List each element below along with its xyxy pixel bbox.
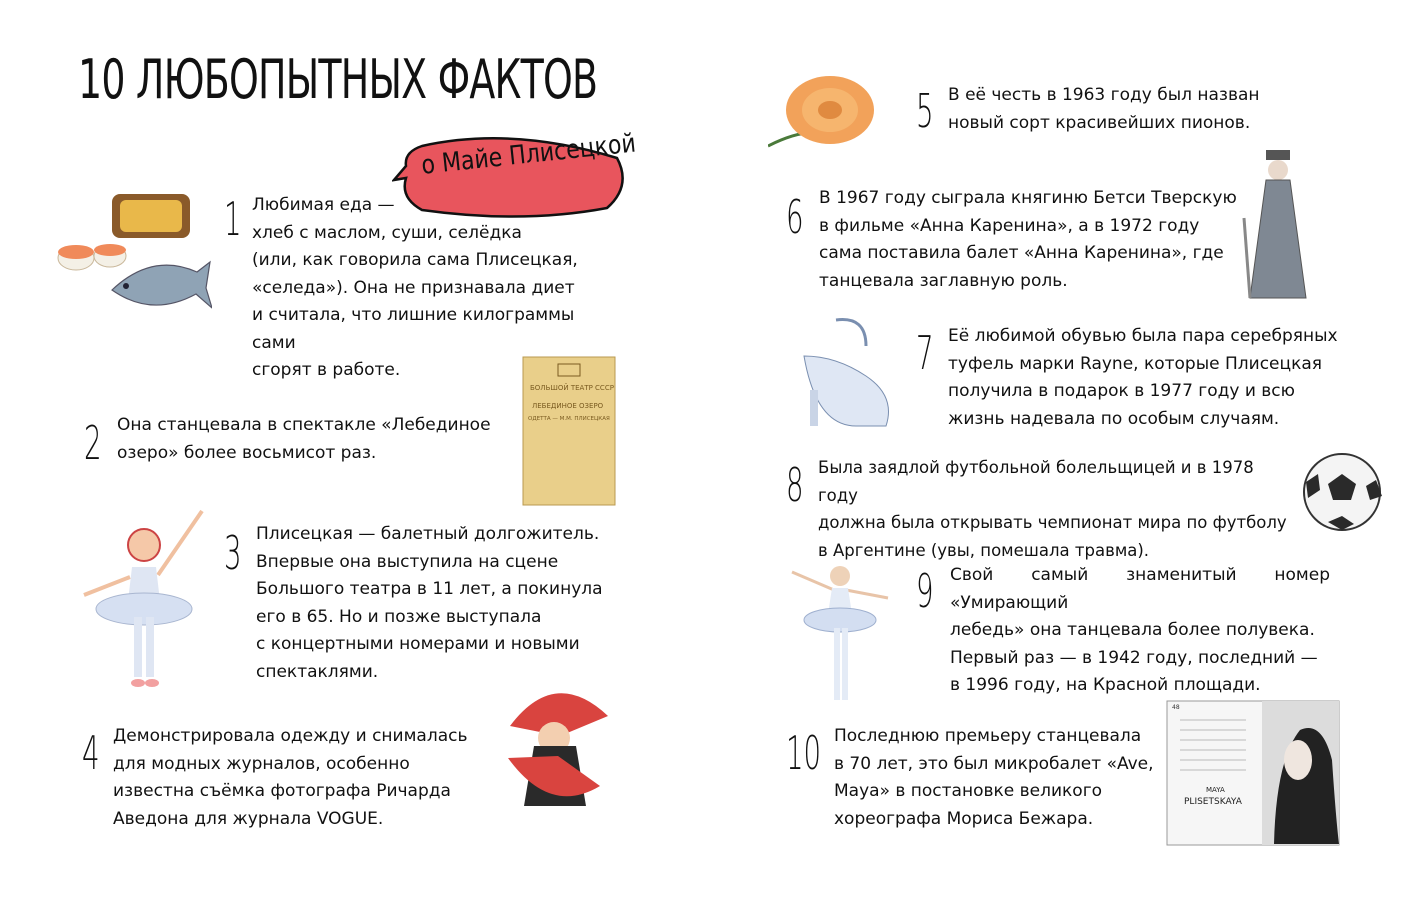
fact-number-8: 8 bbox=[786, 458, 804, 512]
peony-illustration bbox=[768, 66, 888, 161]
fact-text-5: В её честь в 1963 году был назван новый сорт красивейших пионов. bbox=[948, 85, 1260, 133]
fact-number-3: 3 bbox=[224, 526, 242, 580]
magazine-line-1: MAYA bbox=[1206, 786, 1225, 794]
food-illustration bbox=[52, 190, 212, 330]
football-illustration bbox=[1298, 452, 1386, 532]
page-title: 10 ЛЮБОПЫТНЫХ ФАКТОВ bbox=[78, 48, 598, 111]
magazine-line-2: PLISETSKAYA bbox=[1184, 797, 1242, 807]
poster-line-1: БОЛЬШОЙ ТЕАТР СССР bbox=[530, 384, 614, 392]
fact-text-8: Была заядлой футбольной болельщицей и в 1978 году должна была открывать чемпионат мира по футболу в Аргентине (увы, помешала травма). bbox=[818, 458, 1287, 560]
fact-number-4: 4 bbox=[82, 726, 100, 780]
fact-number-5: 5 bbox=[916, 84, 934, 138]
fact-text-7: Её любимой обувью была пара серебряных туфель марки Rayne, которые Плисецкая получила в подарок в 1977 году и всю жизнь надевала по особым случаям. bbox=[948, 326, 1338, 429]
fact-text-10: Последнюю премьеру станцевала в 70 лет, это был микробалет «Ave, Maya» в постановке великого хореографа Мориса Бежара. bbox=[834, 726, 1154, 829]
magazine-page-number: 48 bbox=[1172, 704, 1180, 711]
fact-text-9: Свой самый знаменитый номер «Умирающий лебедь» она танцевала более полувека. Первый раз — в 1942 году, последний — в 1996 году, на Красной площади. bbox=[950, 565, 1330, 695]
lady-illustration bbox=[1236, 148, 1316, 303]
fact-number-9: 9 bbox=[916, 564, 934, 618]
fact-number-6: 6 bbox=[786, 190, 804, 244]
theatre-poster-illustration bbox=[522, 356, 616, 506]
fact-number-7: 7 bbox=[916, 326, 934, 380]
poster-line-2: ЛЕБЕДИНОЕ ОЗЕРО bbox=[532, 402, 604, 410]
shoes-illustration bbox=[796, 316, 908, 434]
fact-number-1: 1 bbox=[224, 192, 242, 246]
magazine-illustration bbox=[1166, 700, 1340, 846]
fact-text-1: Любимая еда — хлеб с маслом, суши, селёдка (или, как говорила сама Плисецкая, «селеда»). Она не признавала диет и считала, что лишние килограммы сами сгорят в работе. bbox=[252, 195, 578, 380]
fact-text-6: В 1967 году сыграла княгиню Бетси Тверскую в фильме «Анна Каренина», а в 1972 году сама поставила балет «Анна Каренина», где танцевала заглавную роль. bbox=[819, 188, 1237, 291]
fact-number-10: 10 bbox=[786, 726, 822, 780]
swan-ballerina-illustration bbox=[790, 562, 890, 712]
fact-text-3: Плисецкая — балетный долгожитель. Впервые она выступила на сцене Большого театра в 11 лет, а покинула его в 65. Но и позже выступала с концертными номерами и новыми спектаклями. bbox=[256, 524, 603, 682]
fan-dancer-illustration bbox=[500, 686, 610, 814]
fact-text-4: Демонстрировала одежду и снималась для модных журналов, особенно известна съёмка фотографа Ричарда Аведона для журнала VOGUE. bbox=[113, 726, 468, 829]
fact-number-2: 2 bbox=[84, 416, 102, 470]
ballerina-illustration bbox=[80, 505, 210, 695]
poster-line-3: ОДЕТТА — М.М. ПЛИСЕЦКАЯ bbox=[528, 416, 610, 422]
subtitle: о Майе Плисецкой bbox=[420, 128, 638, 181]
fact-text-2: Она станцевала в спектакле «Лебединое озеро» более восьмисот раз. bbox=[117, 415, 491, 463]
